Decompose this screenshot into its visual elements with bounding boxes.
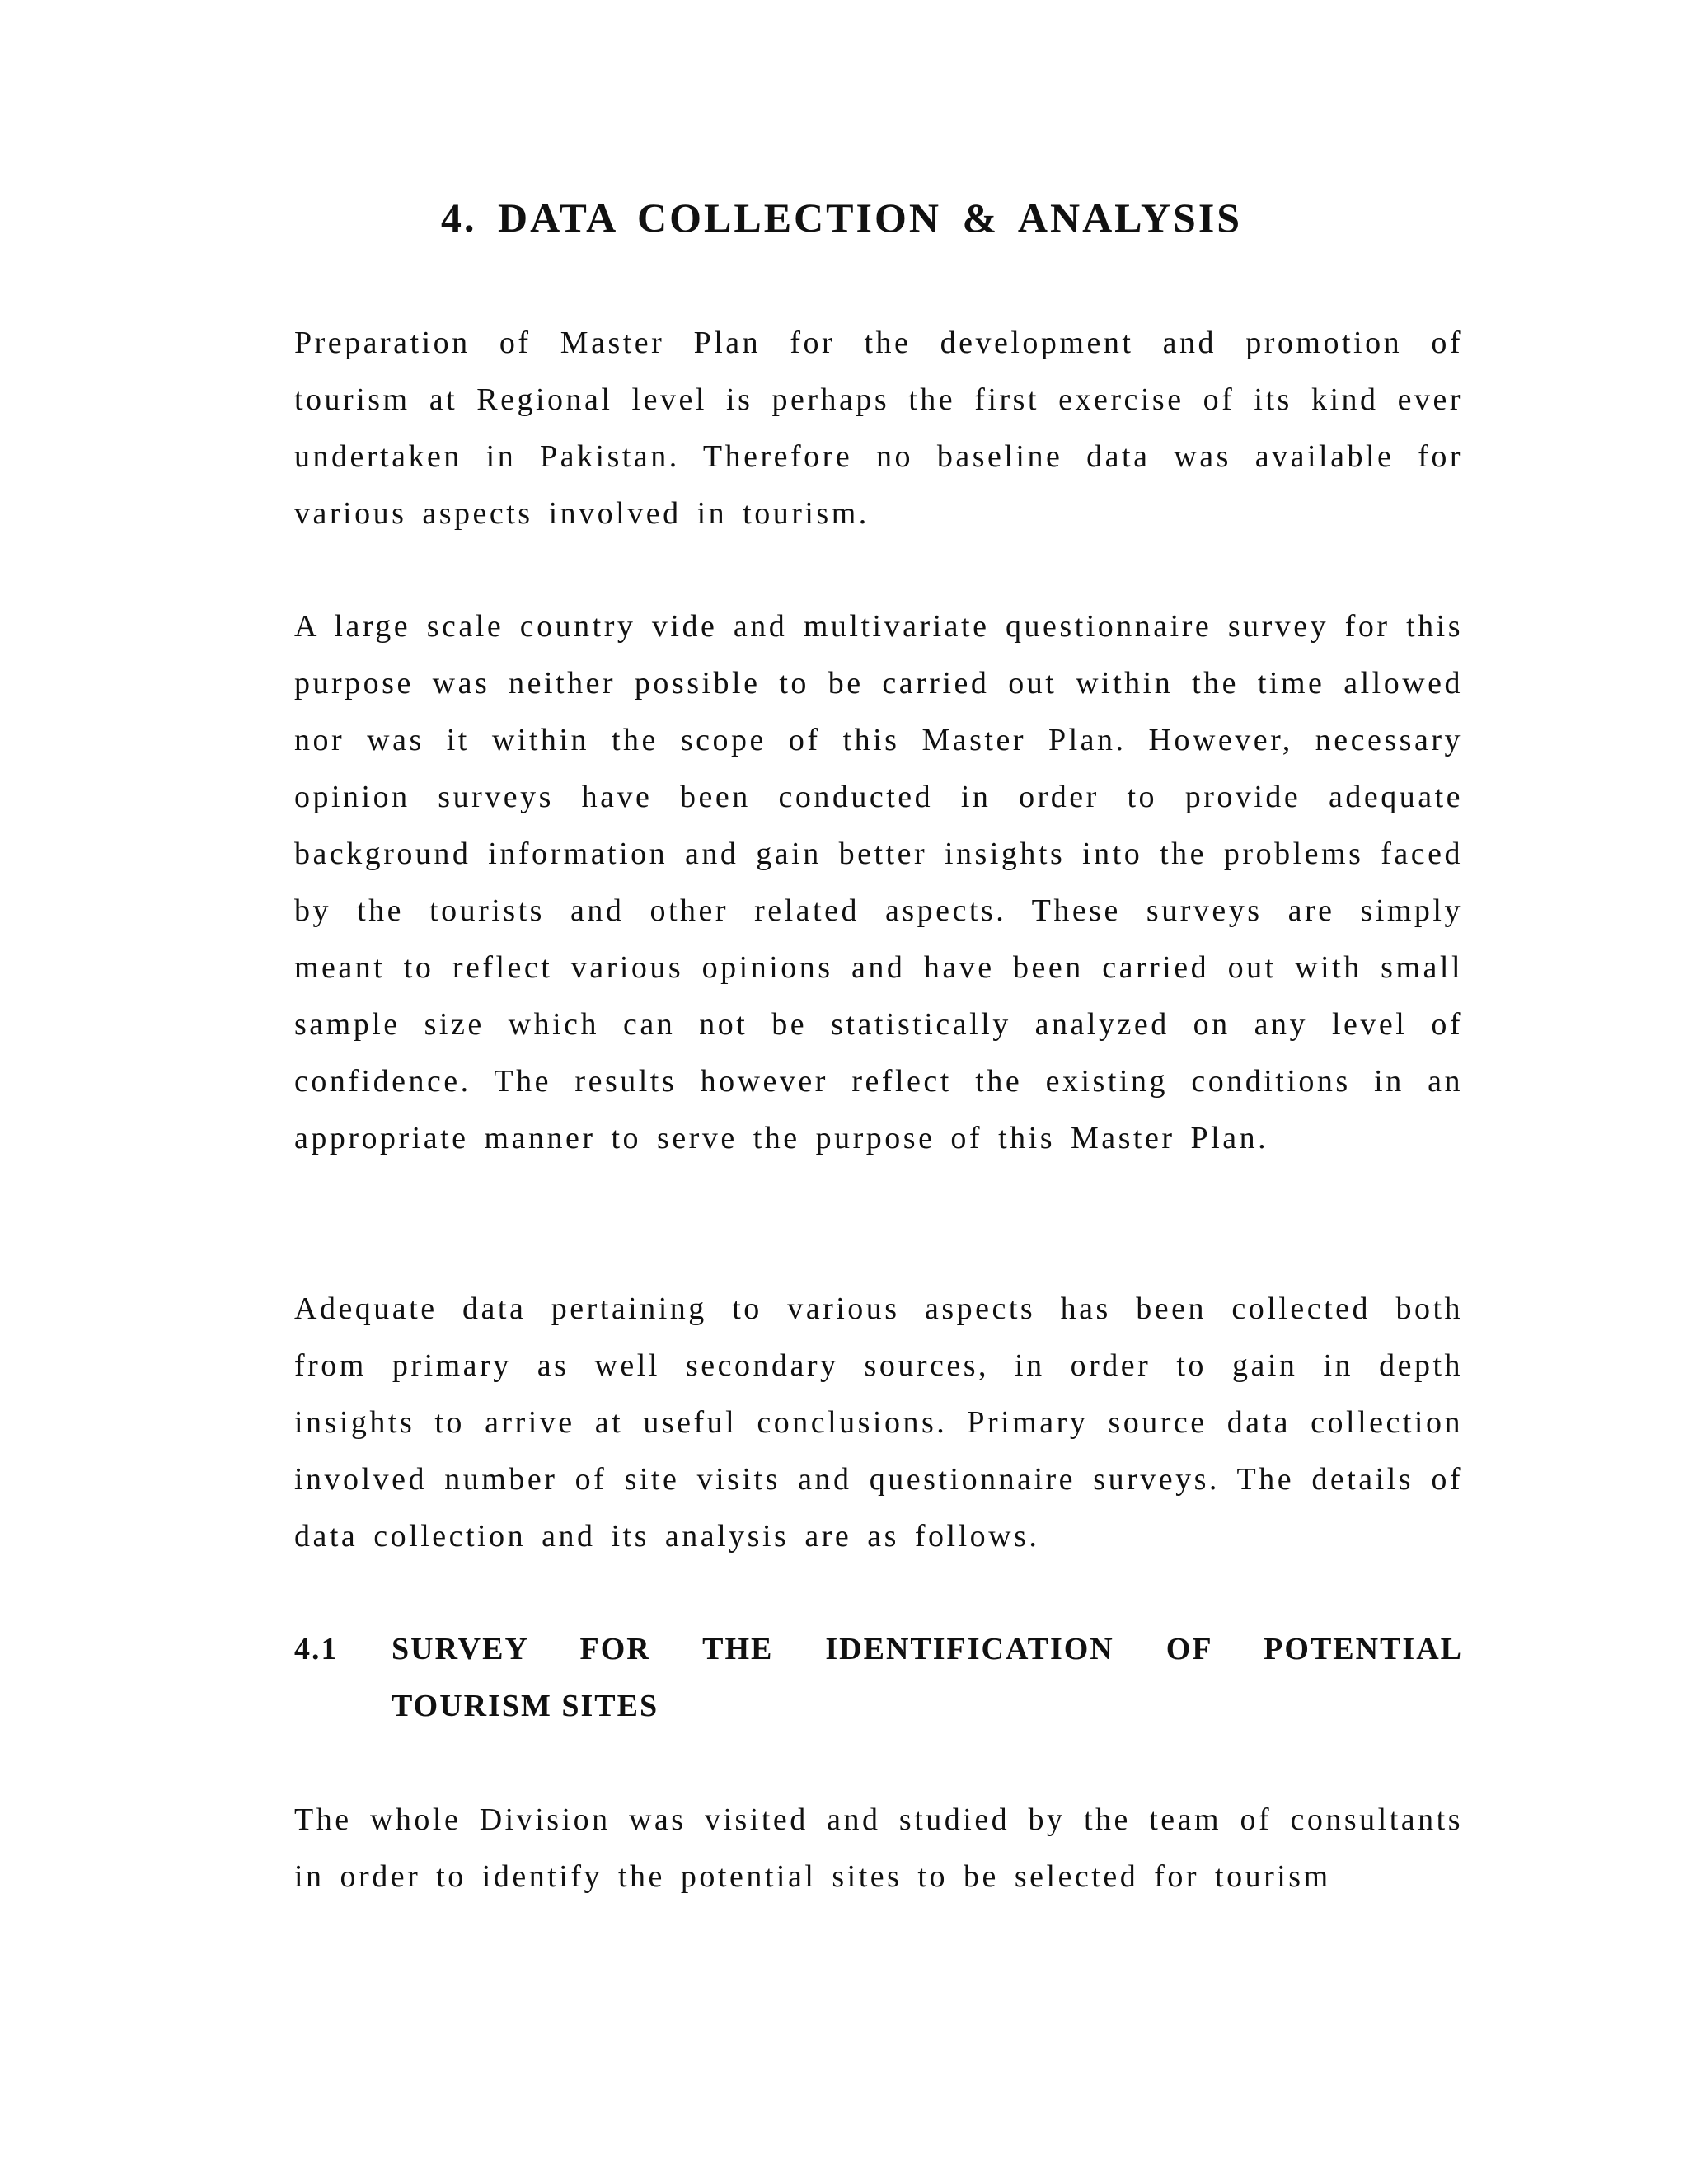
section-title bbox=[392, 1621, 1463, 1735]
section-title-line-1: SURVEY FOR THE IDENTIFICATION OF POTENTIAL bbox=[392, 1632, 1463, 1666]
section-heading-4-1 bbox=[294, 1621, 1463, 1736]
chapter-title: 4. DATA COLLECTION & ANALYSIS bbox=[441, 194, 1243, 241]
paragraph-intro: Preparation of Master Plan for the development and promotion of tourism at Regional level is perhaps the first exercise of its kind ever undertaken in Pakistan. Therefore no baseline data was available for various aspects involved in tourism. bbox=[294, 326, 1463, 531]
paragraph-site-visits: The whole Division was visited and studied by the team of consultants in order to identify the potential sites to be selected for tourism bbox=[294, 1802, 1463, 1894]
paragraph-data-sources: Adequate data pertaining to various aspects has been collected both from primary as well secondary sources, in order to gain in depth insights to arrive at useful conclusions. Primary source data collection involved number of site visits and questionnaire surveys. The details of data collection and its analysis are as follows. bbox=[294, 1291, 1463, 1554]
section-number: 4.1 bbox=[294, 1632, 339, 1666]
paragraph-survey-scope: A large scale country vide and multivariate questionnaire survey for this purpose was neither possible to be carried out within the time allowed nor was it within the scope of this Master Plan. However, necessary opinion surveys have been conducted in order to provide adequate background information and gain better insights into the problems faced by the tourists and other related aspects. These surveys are simply meant to reflect various opinions and have been carried out with small sample size which can not be statistically analyzed on any level of confidence. The results however reflect the existing conditions in an appropriate manner to serve the purpose of this Master Plan. bbox=[294, 609, 1463, 1155]
section-title-line-2: TOURISM SITES bbox=[392, 1689, 659, 1723]
